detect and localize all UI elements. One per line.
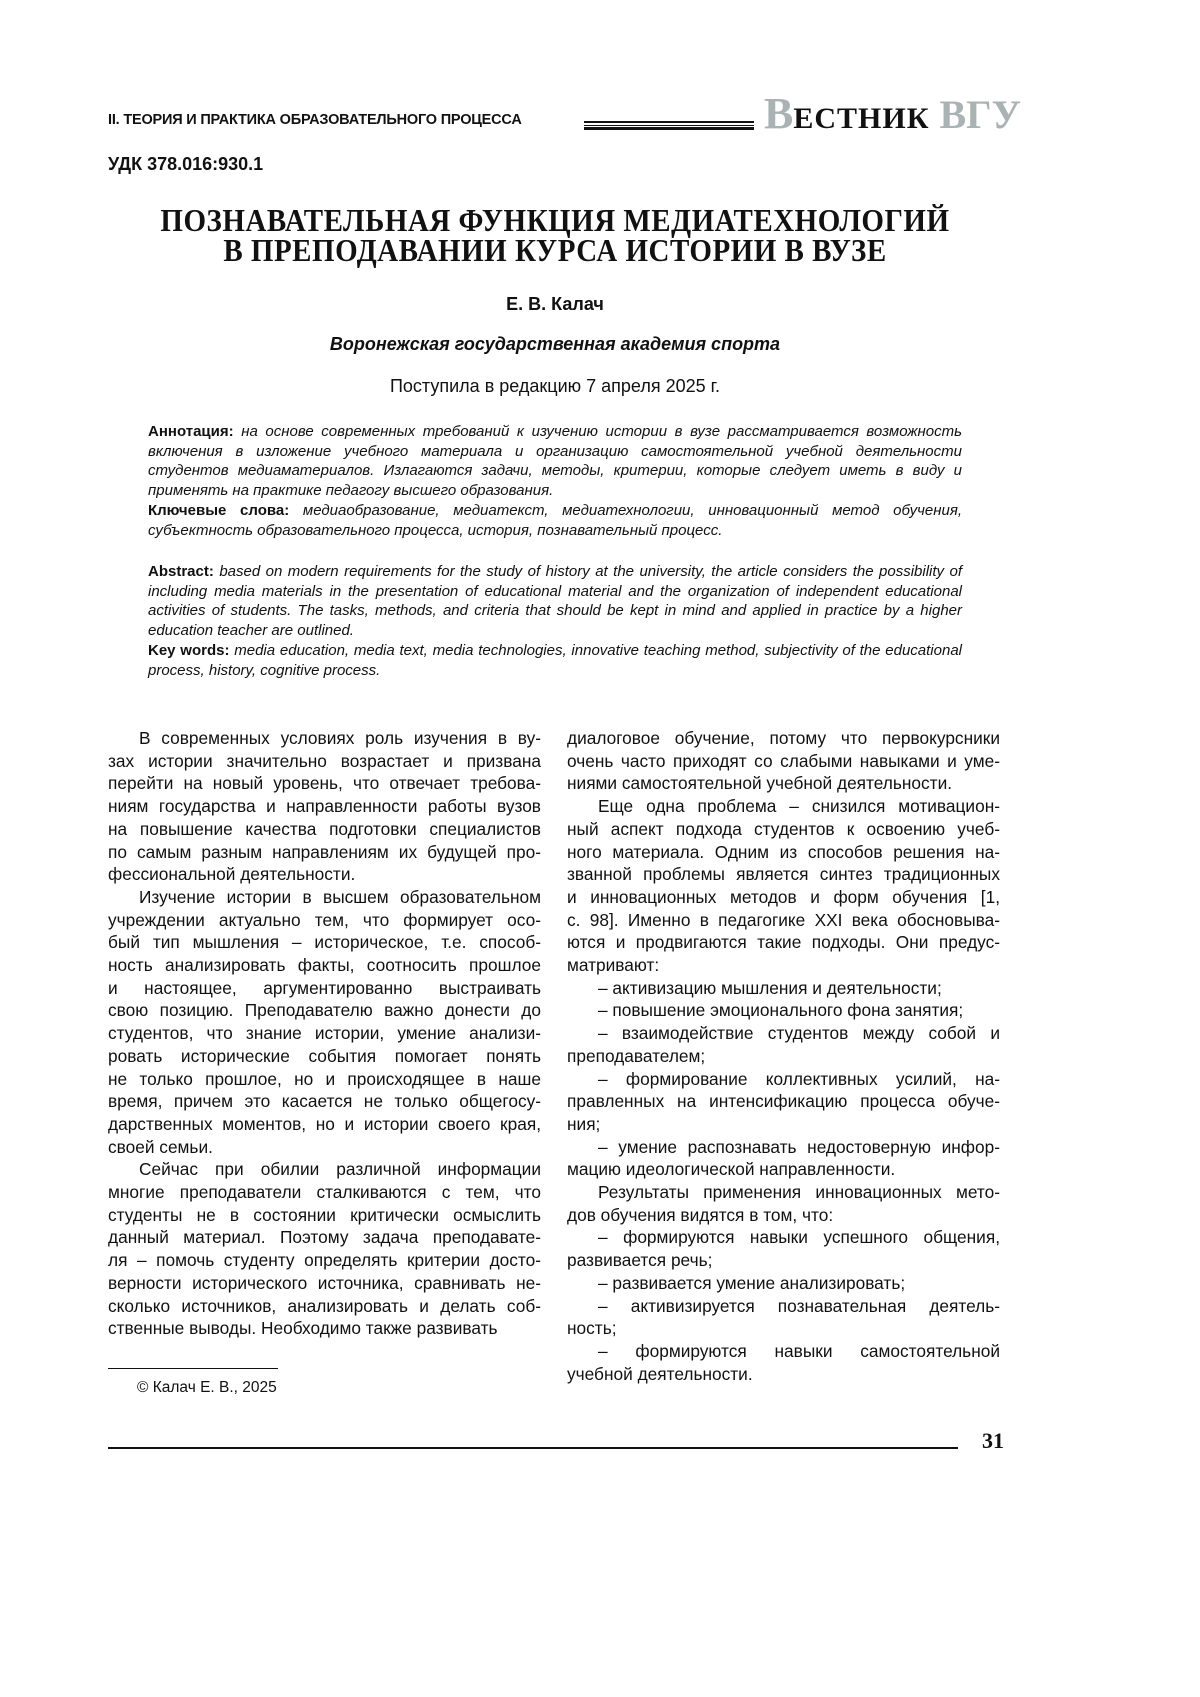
paragraph <box>567 1022 1000 1067</box>
abstract-text: based on modern requirements for the study of history at the university, the article considers the possibility of including media materials in the presentation of educational material and the organization of independent educational activities of students. The tasks, methods, and criteria that should be kept in mind and applied in practice by a higher education teacher are outlined. <box>148 563 962 640</box>
annotation-text: на основе современных требований к изучению истории в вузе рассматривается возможность включения в изложение учебного материала и организацию самостоятельной учебной деятельности студентов медиаматериалов. Излагаются задачи, методы, критерии, которые следует иметь в виду и применять на практике педагогу высшего образования. <box>148 423 963 500</box>
text-line: мацию идеологической направленности. <box>567 1159 896 1180</box>
text-line: ность анализировать факты, соотносить прошлое <box>108 955 541 976</box>
text-line: верности исторического источника, сравнивать не- <box>108 1272 541 1293</box>
page-number: 31 <box>982 1428 1004 1453</box>
text-line: – активизируется познавательная деятель- <box>598 1295 1000 1316</box>
body-column-right <box>567 727 1000 1385</box>
paragraph <box>567 999 1000 1022</box>
text-line: ного материала. Одним из способов решения на- <box>567 841 1000 862</box>
text-line: учреждении актуально тем, что формирует осо- <box>108 909 541 930</box>
annotation-label: Аннотация: <box>148 423 234 440</box>
logo-initial: В <box>764 89 794 138</box>
article-title-line-1: ПОЗНАВАТЕЛЬНАЯ ФУНКЦИЯ МЕДИАТЕХНОЛОГИЙ <box>160 203 950 239</box>
text-line: Еще одна проблема – снизился мотивацион- <box>598 796 1000 817</box>
text-line: студентов, что знание истории, умение анализи- <box>108 1023 541 1044</box>
keywords-en-text: media education, media text, media technologies, innovative teaching method, subjectivity of the educational process, history, cognitive process. <box>148 641 962 679</box>
section-header: II. ТЕОРИЯ И ПРАКТИКА ОБРАЗОВАТЕЛЬНОГО ПРОЦЕССА <box>108 112 522 128</box>
udk-code: УДК 378.016:930.1 <box>108 154 264 174</box>
article-title-line-2: В ПРЕПОДАВАНИИ КУРСА ИСТОРИИ В ВУЗЕ <box>223 233 887 269</box>
text-line: – умение распознавать недостоверную инфор- <box>598 1136 1000 1157</box>
text-line: Изучение истории в высшем образовательном <box>139 886 541 907</box>
paragraph <box>567 727 1000 795</box>
header-rule <box>584 121 754 130</box>
text-line: по самым разным направлениям их будущей про- <box>108 841 541 862</box>
text-line: – формируются навыки самостоятельной <box>598 1340 1000 1361</box>
text-line: свою позицию. Преподавателю важно донести до <box>108 1000 541 1021</box>
text-line: ный аспект подхода студентов к освоению учеб- <box>567 818 1000 839</box>
text-line: ются и продвигаются такие подходы. Они предус- <box>567 932 1000 953</box>
keywords-label: Ключевые слова: <box>148 501 290 519</box>
footer-rule <box>108 1447 958 1449</box>
text-line: – взаимодействие студентов между собой и <box>598 1023 1000 1044</box>
abstract-label: Abstract: <box>148 563 214 580</box>
text-line: и инновационных методов и форм обучения [1, <box>567 886 1000 907</box>
text-line: – повышение эмоционального фона занятия; <box>598 1000 964 1021</box>
copyright-footnote: © Калач Е. В., 2025 <box>137 1379 277 1396</box>
text-line: диалоговое обучение, потому что первокурсники <box>567 728 1000 748</box>
text-line: – формирование коллективных усилий, на- <box>598 1068 1000 1089</box>
text-line: ровать исторические события помогает понять <box>108 1045 541 1066</box>
paragraph <box>567 1295 1000 1340</box>
journal-logo <box>764 88 1021 139</box>
paragraph <box>567 1272 1000 1295</box>
text-line: званной проблемы является синтез традиционных <box>567 864 1000 885</box>
text-line: бый тип мышления – историческое, т.е. способ- <box>108 932 541 953</box>
text-line: ниями самостоятельной учебной деятельности. <box>567 773 953 794</box>
text-line: своей семьи. <box>108 1136 213 1157</box>
text-line: сколько источников, анализировать и делать соб- <box>108 1295 541 1316</box>
text-line: дов обучения видятся в том, что: <box>567 1204 834 1225</box>
text-line: развивается речь; <box>567 1250 713 1271</box>
abstract-en <box>148 562 962 680</box>
text-line: фессиональной деятельности. <box>108 864 356 885</box>
paragraph <box>567 1068 1000 1136</box>
footnote-rule <box>108 1368 278 1369</box>
keywords-text: медиаобразование, медиатекст, медиатехнологии, инновационный метод обучения, субъектность образовательного процесса, история, познавательный процесс. <box>148 501 963 539</box>
text-line: – развивается умение анализировать; <box>598 1272 906 1293</box>
text-line: и настоящее, аргументированно выстраивать <box>108 977 541 998</box>
text-line: дарственных моментов, но и истории своего края, <box>108 1113 541 1134</box>
author: Е. В. Калач <box>506 294 604 314</box>
text-line: ля – помочь студенту определять критерии досто- <box>108 1250 541 1271</box>
text-line: на повышение качества подготовки специалистов <box>108 818 541 839</box>
paragraph <box>567 795 1000 977</box>
text-line: время, причем это касается не только общегосу- <box>108 1091 541 1112</box>
text-line: очень часто приходят со слабыми навыками и уме- <box>567 750 1000 771</box>
received-date: Поступила в редакцию 7 апреля 2025 г. <box>389 376 720 396</box>
text-line: Результаты применения инновационных мето- <box>598 1182 1000 1203</box>
text-line: ность; <box>567 1318 617 1339</box>
paragraph <box>108 886 541 1158</box>
annotation-ru <box>148 422 962 540</box>
keywords-en-label: Key words: <box>148 641 230 659</box>
text-line: матривают: <box>567 955 660 976</box>
text-line: – формируются навыки успешного общения, <box>598 1227 1000 1248</box>
text-line: ственные выводы. Необходимо также развивать <box>108 1318 498 1339</box>
text-line: зах истории значительно возрастает и призвана <box>108 750 541 771</box>
body-column-left <box>108 727 541 1340</box>
text-line: перейти на новый уровень, что отвечает требова- <box>108 773 541 794</box>
text-line: – активизацию мышления и деятельности; <box>598 977 942 998</box>
text-line: ния; <box>567 1113 601 1134</box>
text-line: не только прошлое, но и происходящее в наше <box>108 1068 541 1089</box>
paragraph <box>108 1158 541 1340</box>
paragraph <box>567 1340 1000 1385</box>
logo-word: ЕСТНИК <box>793 102 930 135</box>
paragraph <box>567 1136 1000 1181</box>
logo-vgu: ВГУ <box>939 92 1021 137</box>
text-line: с. 98]. Именно в педагогике XXI века обосновыва- <box>567 909 1000 930</box>
text-line: ниям государства и направленности работы вузов <box>108 796 541 817</box>
paragraph <box>108 727 541 886</box>
paragraph <box>567 1226 1000 1271</box>
text-line: многие преподаватели сталкиваются с тем, что <box>108 1182 541 1203</box>
text-line: Сейчас при обилии различной информации <box>139 1159 541 1180</box>
text-line: учебной деятельности. <box>567 1363 753 1384</box>
affiliation: Воронежская государственная академия спорта <box>329 334 781 354</box>
text-line: студенты не в состоянии критически осмыслить <box>108 1204 541 1225</box>
text-line: В современных условиях роль изучения в ву- <box>139 728 541 748</box>
text-line: данный материал. Поэтому задача преподавате- <box>108 1227 541 1248</box>
text-line: правленных на интенсификацию процесса обуче- <box>567 1091 1000 1112</box>
text-line: преподавателем; <box>567 1045 706 1066</box>
paragraph <box>567 1181 1000 1226</box>
paragraph <box>567 977 1000 1000</box>
